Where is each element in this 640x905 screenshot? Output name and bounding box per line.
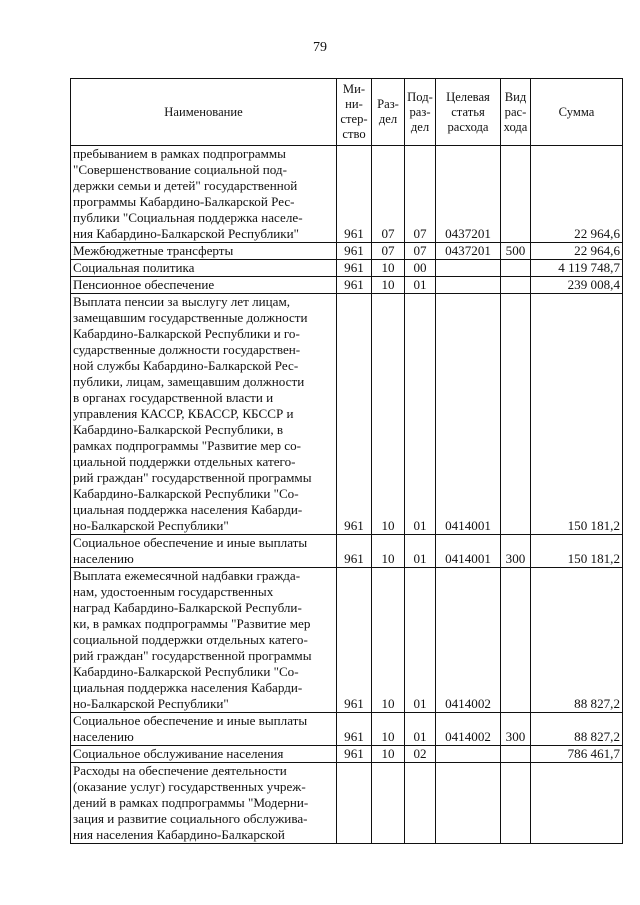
- header-ministry: Ми- ни- стер- ство: [337, 79, 372, 146]
- header-subsection: Под- раз- дел: [405, 79, 436, 146]
- row-name-line: "Совершенствование социальной под-: [73, 162, 287, 177]
- row-name-line: Социальная политика: [73, 260, 195, 275]
- row-name-line: наград Кабардино-Балкарской Республи-: [73, 600, 302, 615]
- row-name-line: Кабардино-Балкарской Республики, в: [73, 422, 284, 437]
- row-target: [436, 260, 501, 277]
- row-name: [71, 243, 337, 260]
- row-subsection: 01: [405, 568, 436, 713]
- row-name-line: Кабардино-Балкарской Республики "Со-: [73, 664, 299, 679]
- row-name: [71, 294, 337, 535]
- row-amount: 88 827,2: [531, 568, 623, 713]
- row-ministry: 961: [337, 568, 372, 713]
- table-header: [71, 79, 623, 146]
- row-name-line: циальная поддержка населения Кабарди-: [73, 680, 303, 695]
- row-name-line: Межбюджетные трансферты: [73, 243, 234, 258]
- table-row: [71, 277, 623, 294]
- row-name: [71, 146, 337, 243]
- row-name-line: держки семьи и детей" государственной: [73, 178, 298, 193]
- row-section: 10: [372, 746, 405, 763]
- row-name-line: зация и развитие социального обслужива-: [73, 811, 308, 826]
- row-name-line: Выплата ежемесячной надбавки гражда-: [73, 568, 301, 583]
- row-section: 07: [372, 243, 405, 260]
- row-ministry: [337, 763, 372, 844]
- table-row: [71, 568, 623, 713]
- row-name: [71, 568, 337, 713]
- row-expense-type: 300: [501, 713, 531, 746]
- row-name-line: рамках подпрограммы "Развитие мер со-: [73, 438, 302, 453]
- row-name-line: Кабардино-Балкарской Республики "Со-: [73, 486, 299, 501]
- row-expense-type: [501, 146, 531, 243]
- row-amount: 786 461,7: [531, 746, 623, 763]
- row-subsection: 07: [405, 243, 436, 260]
- row-amount: 150 181,2: [531, 294, 623, 535]
- row-name: [71, 763, 337, 844]
- row-name-line: публики, лицам, замещавшим должности: [73, 374, 305, 389]
- row-name-line: программы Кабардино-Балкарской Рес-: [73, 194, 295, 209]
- table-row: [71, 746, 623, 763]
- row-expense-type: [501, 746, 531, 763]
- row-target: 0414001: [436, 294, 501, 535]
- row-expense-type: 500: [501, 243, 531, 260]
- row-name-line: циальной поддержки отдельных катего-: [73, 454, 296, 469]
- row-name: [71, 535, 337, 568]
- row-subsection: 01: [405, 535, 436, 568]
- row-name-line: пребыванием в рамках подпрограммы: [73, 146, 286, 161]
- row-ministry: 961: [337, 535, 372, 568]
- row-target: [436, 277, 501, 294]
- header-expense-type: Вид рас- хода: [501, 79, 531, 146]
- row-name-line: дений в рамках подпрограммы "Модерни-: [73, 795, 309, 810]
- row-name-line: управления КАССР, КБАССР, КБССР и: [73, 406, 294, 421]
- row-name-line: населению: [73, 551, 134, 566]
- row-section: 10: [372, 568, 405, 713]
- row-section: 10: [372, 535, 405, 568]
- row-subsection: 01: [405, 294, 436, 535]
- row-expense-type: [501, 260, 531, 277]
- row-name-line: населению: [73, 729, 134, 744]
- row-target: 0437201: [436, 243, 501, 260]
- row-section: 10: [372, 294, 405, 535]
- row-ministry: 961: [337, 713, 372, 746]
- row-name-line: социальной поддержки отдельных катего-: [73, 632, 308, 647]
- row-amount: 150 181,2: [531, 535, 623, 568]
- row-target: 0414001: [436, 535, 501, 568]
- row-name: [71, 260, 337, 277]
- row-amount: 22 964,6: [531, 243, 623, 260]
- row-name-line: Выплата пенсии за выслугу лет лицам,: [73, 294, 291, 309]
- row-subsection: 02: [405, 746, 436, 763]
- row-target: [436, 746, 501, 763]
- row-section: [372, 763, 405, 844]
- header-section: Раз- дел: [372, 79, 405, 146]
- header-target: Целевая статья расхода: [436, 79, 501, 146]
- row-target: 0437201: [436, 146, 501, 243]
- row-section: 10: [372, 260, 405, 277]
- row-name: [71, 746, 337, 763]
- row-expense-type: [501, 568, 531, 713]
- page-number: 79: [313, 40, 327, 55]
- row-name-line: рий граждан" государственной программы: [73, 470, 312, 485]
- row-amount: 4 119 748,7: [531, 260, 623, 277]
- row-name-line: в органах государственной власти и: [73, 390, 274, 405]
- row-target: 0414002: [436, 713, 501, 746]
- row-amount: 88 827,2: [531, 713, 623, 746]
- row-name-line: нам, удостоенным государственных: [73, 584, 274, 599]
- table-row: [71, 713, 623, 746]
- row-ministry: 961: [337, 243, 372, 260]
- row-name-line: циальная поддержка населения Кабарди-: [73, 502, 303, 517]
- row-section: 07: [372, 146, 405, 243]
- row-amount: 22 964,6: [531, 146, 623, 243]
- row-ministry: 961: [337, 294, 372, 535]
- row-target: 0414002: [436, 568, 501, 713]
- row-ministry: 961: [337, 146, 372, 243]
- row-expense-type: 300: [501, 535, 531, 568]
- row-ministry: 961: [337, 260, 372, 277]
- table-row: [71, 146, 623, 243]
- row-section: 10: [372, 713, 405, 746]
- row-name-line: ной службы Кабардино-Балкарской Рес-: [73, 358, 299, 373]
- row-name-line: Кабардино-Балкарской Республики и го-: [73, 326, 300, 341]
- row-name-line: Расходы на обеспечение деятельности: [73, 763, 287, 778]
- row-name-line: но-Балкарской Республики": [73, 696, 229, 711]
- table-row: [71, 535, 623, 568]
- row-expense-type: [501, 277, 531, 294]
- header-amount: Сумма: [531, 79, 623, 146]
- table-body: [71, 146, 623, 844]
- row-name-line: публики "Социальная поддержка населе-: [73, 210, 303, 225]
- row-name-line: рий граждан" государственной программы: [73, 648, 312, 663]
- table-row: [71, 294, 623, 535]
- row-subsection: [405, 763, 436, 844]
- row-ministry: 961: [337, 277, 372, 294]
- row-section: 10: [372, 277, 405, 294]
- row-subsection: 00: [405, 260, 436, 277]
- row-expense-type: [501, 763, 531, 844]
- row-name-line: замещавшим государственные должности: [73, 310, 308, 325]
- row-subsection: 01: [405, 277, 436, 294]
- row-subsection: 07: [405, 146, 436, 243]
- row-expense-type: [501, 294, 531, 535]
- budget-table: [70, 78, 623, 844]
- table-row: [71, 260, 623, 277]
- row-name: [71, 713, 337, 746]
- row-name-line: Социальное обеспечение и иные выплаты: [73, 535, 308, 550]
- table-row: [71, 763, 623, 844]
- row-ministry: 961: [337, 746, 372, 763]
- row-name-line: но-Балкарской Республики": [73, 518, 229, 533]
- row-amount: [531, 763, 623, 844]
- row-name-line: ки, в рамках подпрограммы "Развитие мер: [73, 616, 311, 631]
- header-name: Наименование: [71, 79, 337, 146]
- row-name-line: Социальное обслуживание населения: [73, 746, 284, 761]
- row-subsection: 01: [405, 713, 436, 746]
- row-name-line: Социальное обеспечение и иные выплаты: [73, 713, 308, 728]
- row-name-line: сударственные должности государствен-: [73, 342, 301, 357]
- row-target: [436, 763, 501, 844]
- row-name-line: (оказание услуг) государственных учреж-: [73, 779, 306, 794]
- row-name-line: Пенсионное обеспечение: [73, 277, 215, 292]
- row-name-line: ния Кабардино-Балкарской Республики": [73, 226, 299, 241]
- row-amount: 239 008,4: [531, 277, 623, 294]
- row-name: [71, 277, 337, 294]
- row-name-line: ния населения Кабардино-Балкарской: [73, 827, 285, 842]
- table-row: [71, 243, 623, 260]
